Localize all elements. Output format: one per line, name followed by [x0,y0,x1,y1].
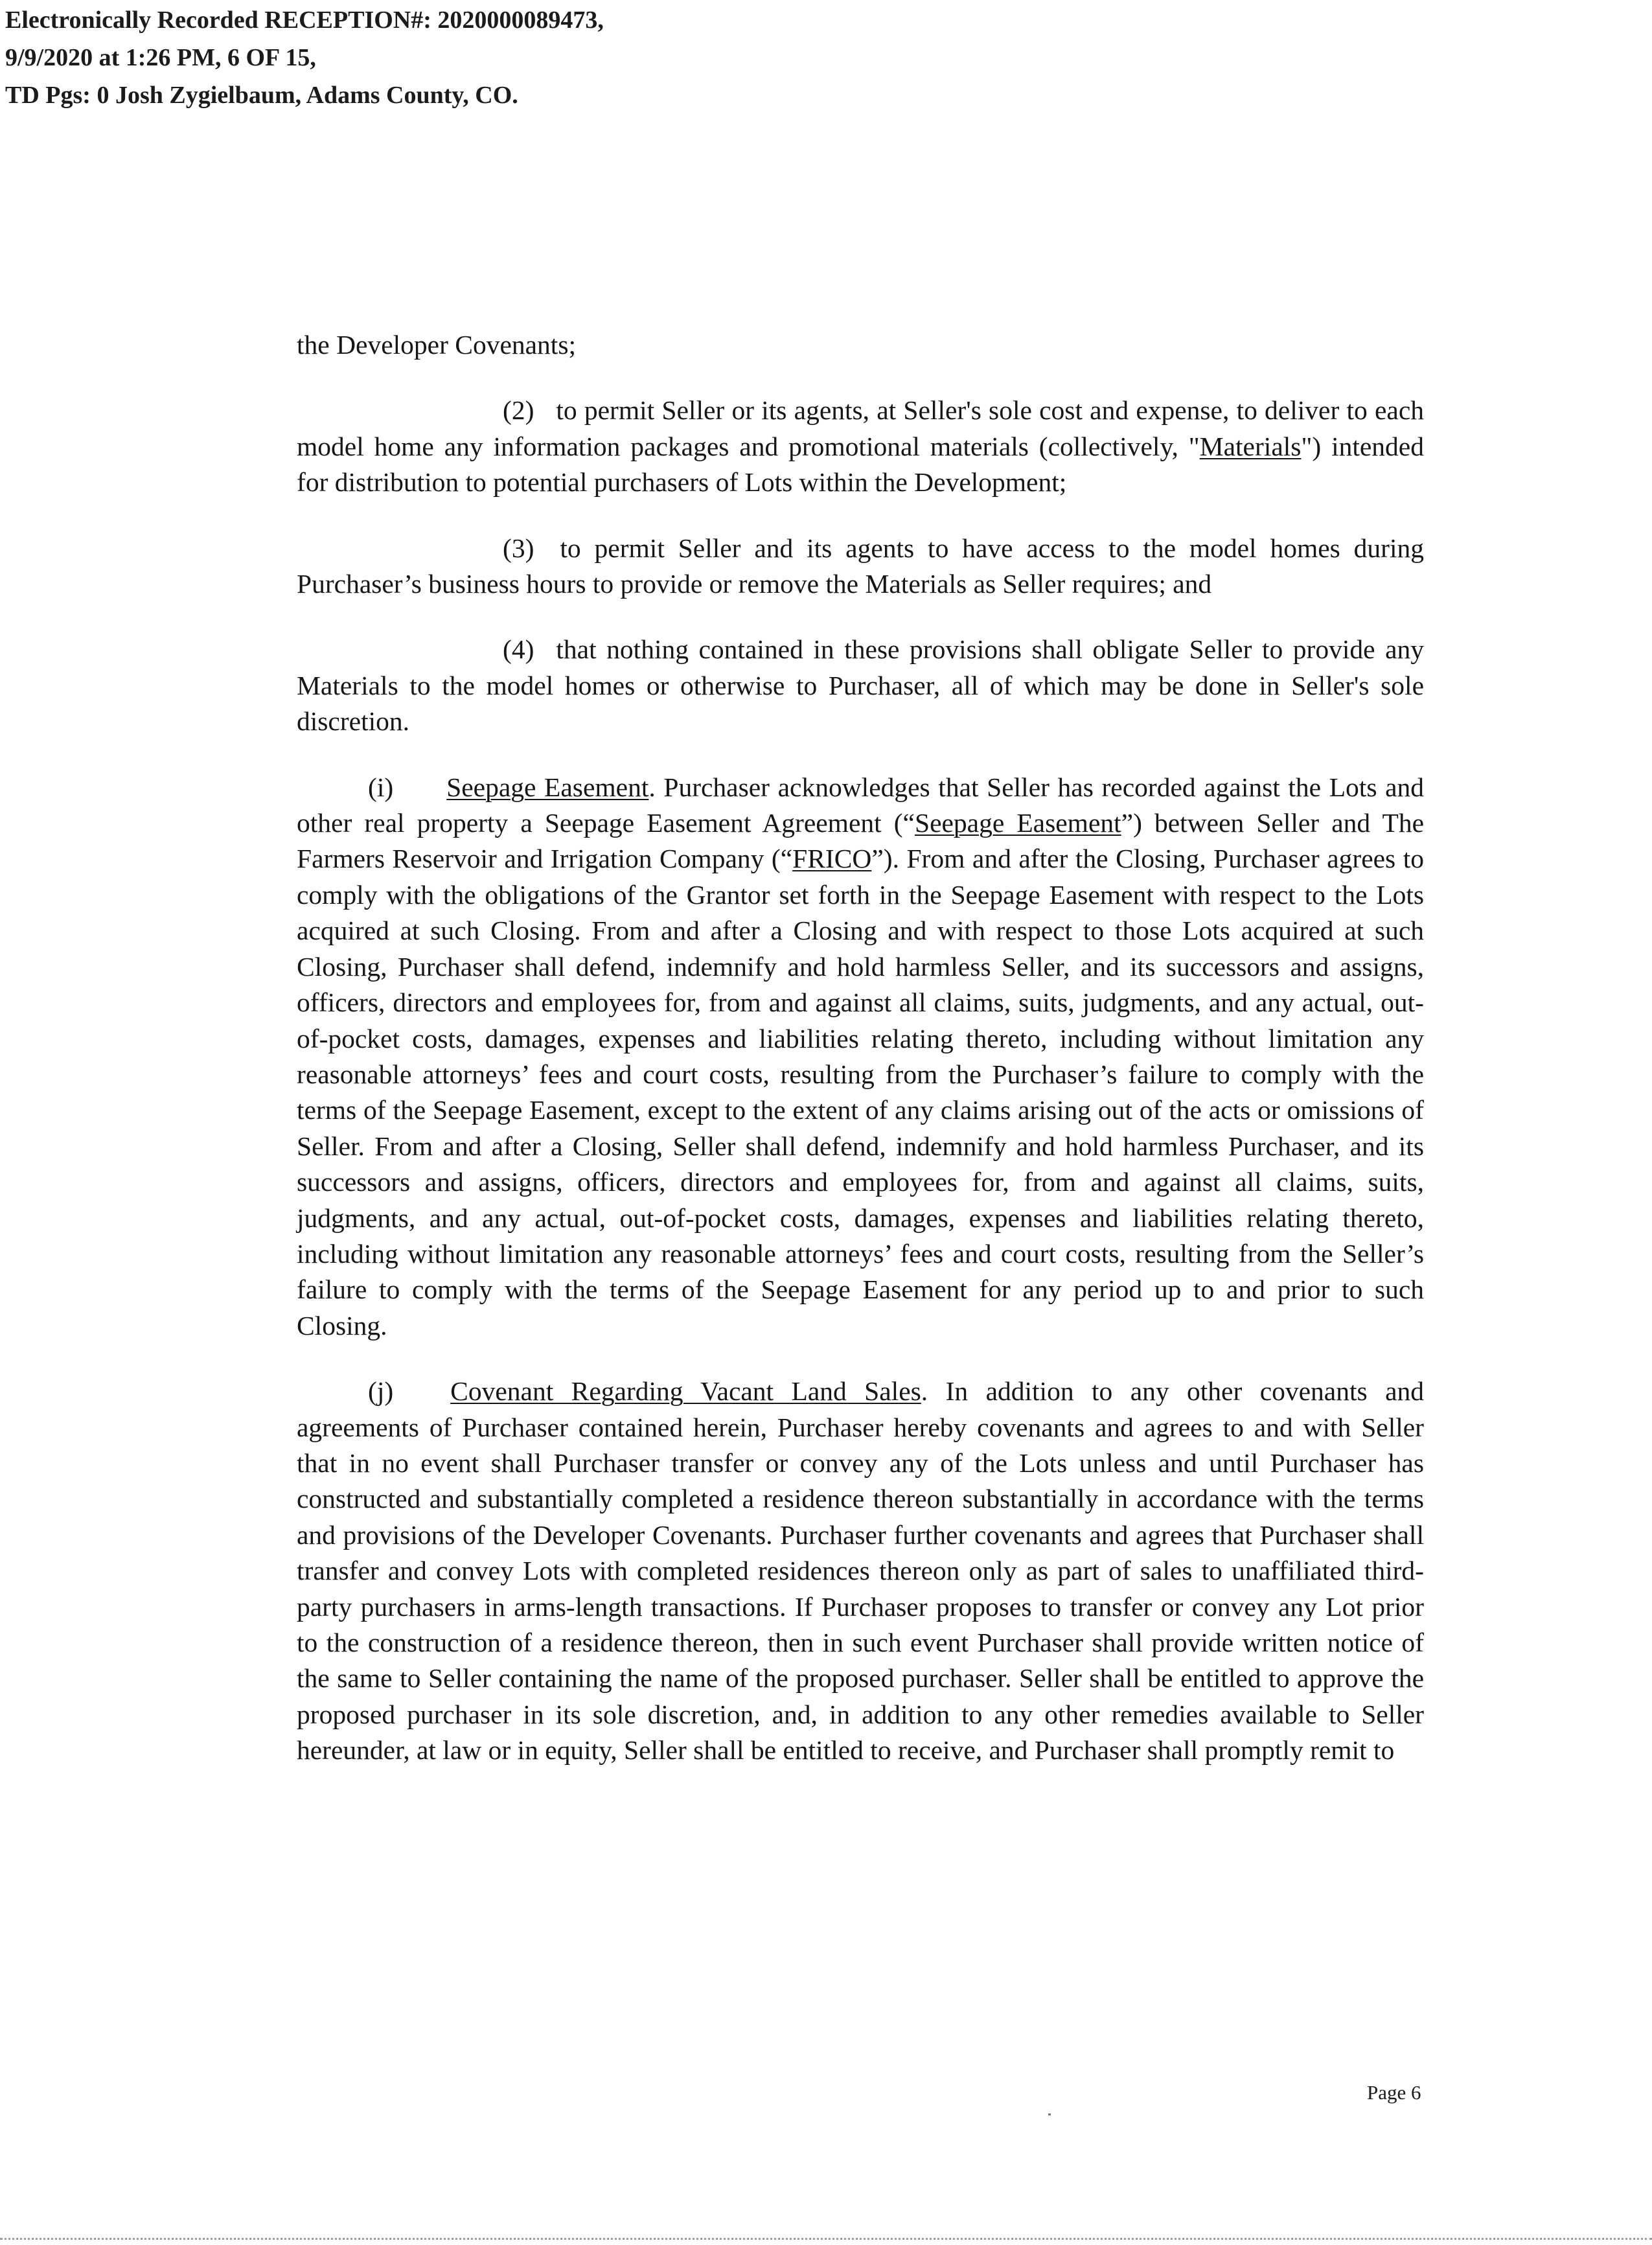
scan-speck [1048,2113,1051,2115]
defined-term-materials: Materials [1199,431,1302,461]
section-i-seepage-easement: (i) Seepage Easement. Purchaser acknowledges that Seller has recorded against the Lots and other real property a Seepage Easement Agreement (“Seepage Easement”) between Seller and The Farmers Reservoir and Irrigation Company (“FRICO”). From and after the Closing, Purchaser agrees to comply with the obligations of the Grantor set forth in the Seepage Easement with respect to the Lots acquired at such Closing. From and after a Closing and with respect to those Lots acquired at such Closing, Purchaser shall defend, indemnify and hold harmless Seller, and its successors and assigns, officers, directors and employees for, from and against all claims, suits, judgments, and any actual, out-of-pocket costs, damages, expenses and liabilities relating thereto, including without limitation any reasonable attorneys’ fees and court costs, resulting from the Purchaser’s failure to comply with the terms of the Seepage Easement, except to the extent of any claims arising out of the acts or omissions of Seller. From and after a Closing, Seller shall defend, indemnify and hold harmless Purchaser, and its successors and assigns, officers, directors and employees for, from and against all claims, suits, judgments, and any actual, out-of-pocket costs, damages, expenses and liabilities relating thereto, including without limitation any reasonable attorneys’ fees and court costs, resulting from the Seller’s failure to comply with the terms of the Seepage Easement for any period up to and prior to such Closing. [297,772,1425,1341]
section-j-vacant-land-sales: (j) Covenant Regarding Vacant Land Sales. In addition to any other covenants and agreements of Purchaser contained herein, Purchaser hereby covenants and agrees to and with Seller that in no event shall Purchaser transfer or convey any of the Lots unless and until Purchaser has constructed and substantially completed a residence thereon substantially in accordance with the terms and provisions of the Developer Covenants. Purchaser further covenants and agrees that Purchaser shall transfer and convey Lots with completed residences thereon only as part of sales to unaffiliated third-party purchasers in arms-length transactions. If Purchaser proposes to transfer or convey any Lot prior to the construction of a residence thereon, then in such event Purchaser shall provide written notice of the same to Seller containing the name of the proposed purchaser. Seller shall be entitled to approve the proposed purchaser in its sole discretion, and, in addition to any other remedies available to Seller hereunder, at law or in equity, Seller shall be entitled to receive, and Purchaser shall promptly remit to [297,1376,1424,1766]
item-number: (4) [503,634,534,665]
stamp-line-county: TD Pgs: 0 Josh Zygielbaum, Adams County, CO. [5,82,518,109]
stamp-line-reception: Electronically Recorded RECEPTION#: 2020000089473, [5,6,604,34]
list-item-4: (4) that nothing contained in these provisions shall obligate Seller to provide any Materials to the model homes or otherwise to Purchaser, all of which may be done in Seller's sole discretion. [297,634,1424,737]
section-heading: Seepage Easement [446,772,649,802]
item-number: (2) [503,395,534,426]
list-item-3: (3) to permit Seller and its agents to have access to the model homes during Purchaser’s business hours to provide or remove the Materials as Seller requires; and [297,533,1424,599]
page-number: Page 6 [1367,2081,1421,2104]
recording-stamp [5,1,604,114]
document-body [297,327,1424,1769]
stamp-line-date: 9/9/2020 at 1:26 PM, 6 OF 15, [5,44,316,71]
list-item-2: (2) to permit Seller or its agents, at Seller's sole cost and expense, to deliver to each model home any information packages and promotional materials (collectively, "Materials") intended for distribution to potential purchasers of Lots within the Development; [297,395,1424,498]
item-number: (3) [503,533,534,563]
continuation-line: the Developer Covenants; [297,330,577,360]
defined-term-seepage-easement: Seepage Easement [914,808,1121,838]
defined-term-frico: FRICO [792,844,872,874]
section-heading: Covenant Regarding Vacant Land Sales [450,1376,921,1407]
scan-bottom-edge [0,2238,1652,2240]
section-label: (i) [368,772,394,802]
section-label: (j) [368,1376,394,1407]
